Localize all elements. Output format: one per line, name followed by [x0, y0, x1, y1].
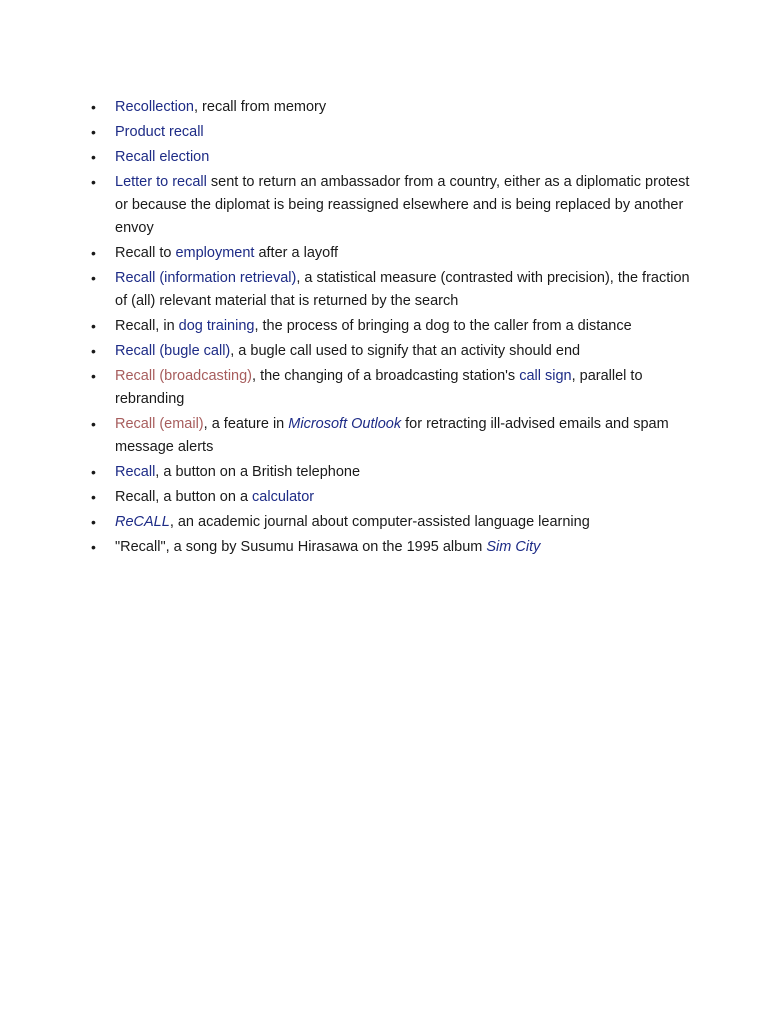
- bullet-icon: •: [91, 124, 96, 140]
- list-item: [91, 486, 691, 509]
- list-item: [91, 511, 691, 534]
- missing-page-link[interactable]: Recall (broadcasting): [115, 368, 253, 384]
- link[interactable]: Recall (information retrieval): [115, 270, 297, 286]
- list-item: [91, 267, 691, 313]
- item-text: Recall, in: [115, 318, 179, 334]
- link[interactable]: call sign: [519, 368, 572, 384]
- item-text: Recall, a button on a: [115, 489, 253, 505]
- bullet-icon: •: [91, 149, 96, 165]
- link[interactable]: Recall: [115, 464, 156, 480]
- item-text: , a feature in: [203, 416, 289, 432]
- link[interactable]: dog training: [178, 318, 255, 334]
- item-text: , parallel to rebranding: [115, 368, 643, 407]
- item-text: , recall from memory: [194, 99, 327, 115]
- bullet-icon: •: [91, 368, 96, 384]
- link[interactable]: ReCALL: [115, 514, 170, 530]
- bullet-icon: •: [91, 514, 96, 530]
- item-text: sent to return an ambassador from a country, either as a diplomatic protest or because the diplomat is being reassigned elsewhere and is being replaced by another envoy: [115, 174, 690, 236]
- link[interactable]: Recall election: [115, 149, 210, 165]
- item-text: , an academic journal about computer-assisted language learning: [169, 514, 590, 530]
- list-item: [91, 146, 691, 169]
- item-text: , a button on a British telephone: [155, 464, 361, 480]
- bullet-icon: •: [91, 245, 96, 261]
- list-item: [91, 365, 691, 411]
- item-text: after a layoff: [254, 245, 338, 261]
- link[interactable]: Sim City: [486, 539, 541, 555]
- missing-page-link[interactable]: Recall (email): [115, 416, 204, 432]
- list-item: [91, 96, 691, 119]
- item-text: Recall to: [115, 245, 176, 261]
- link[interactable]: Product recall: [115, 124, 204, 140]
- list-item: [91, 340, 691, 363]
- item-text: for retracting ill-advised emails and spam message alerts: [115, 416, 669, 455]
- list-item: [91, 171, 691, 240]
- link[interactable]: Recall (bugle call): [115, 343, 231, 359]
- bullet-icon: •: [91, 343, 96, 359]
- list-item: [91, 242, 691, 265]
- link[interactable]: Recollection: [115, 99, 194, 115]
- bullet-icon: •: [91, 174, 96, 190]
- disambiguation-list: [91, 96, 691, 561]
- link[interactable]: employment: [175, 245, 255, 261]
- bullet-icon: •: [91, 99, 96, 115]
- list-item: [91, 315, 691, 338]
- bullet-icon: •: [91, 318, 96, 334]
- link[interactable]: Microsoft Outlook: [288, 416, 402, 432]
- item-text: , the process of bringing a dog to the caller from a distance: [254, 318, 632, 334]
- list-item: [91, 121, 691, 144]
- list-item: [91, 536, 691, 559]
- item-text: , a bugle call used to signify that an activity should end: [230, 343, 581, 359]
- bullet-icon: •: [91, 489, 96, 505]
- bullet-icon: •: [91, 416, 96, 432]
- item-text: "Recall", a song by Susumu Hirasawa on the 1995 album: [115, 539, 487, 555]
- bullet-icon: •: [91, 464, 96, 480]
- list-item: [91, 461, 691, 484]
- link[interactable]: Letter to recall: [115, 174, 207, 190]
- link[interactable]: calculator: [252, 489, 315, 505]
- item-text: , a statistical measure (contrasted with precision), the fraction of (all) relevant material that is returned by the search: [115, 270, 690, 309]
- bullet-icon: •: [91, 270, 96, 286]
- list-item: [91, 413, 691, 459]
- item-text: , the changing of a broadcasting station's: [252, 368, 520, 384]
- bullet-icon: •: [91, 539, 96, 555]
